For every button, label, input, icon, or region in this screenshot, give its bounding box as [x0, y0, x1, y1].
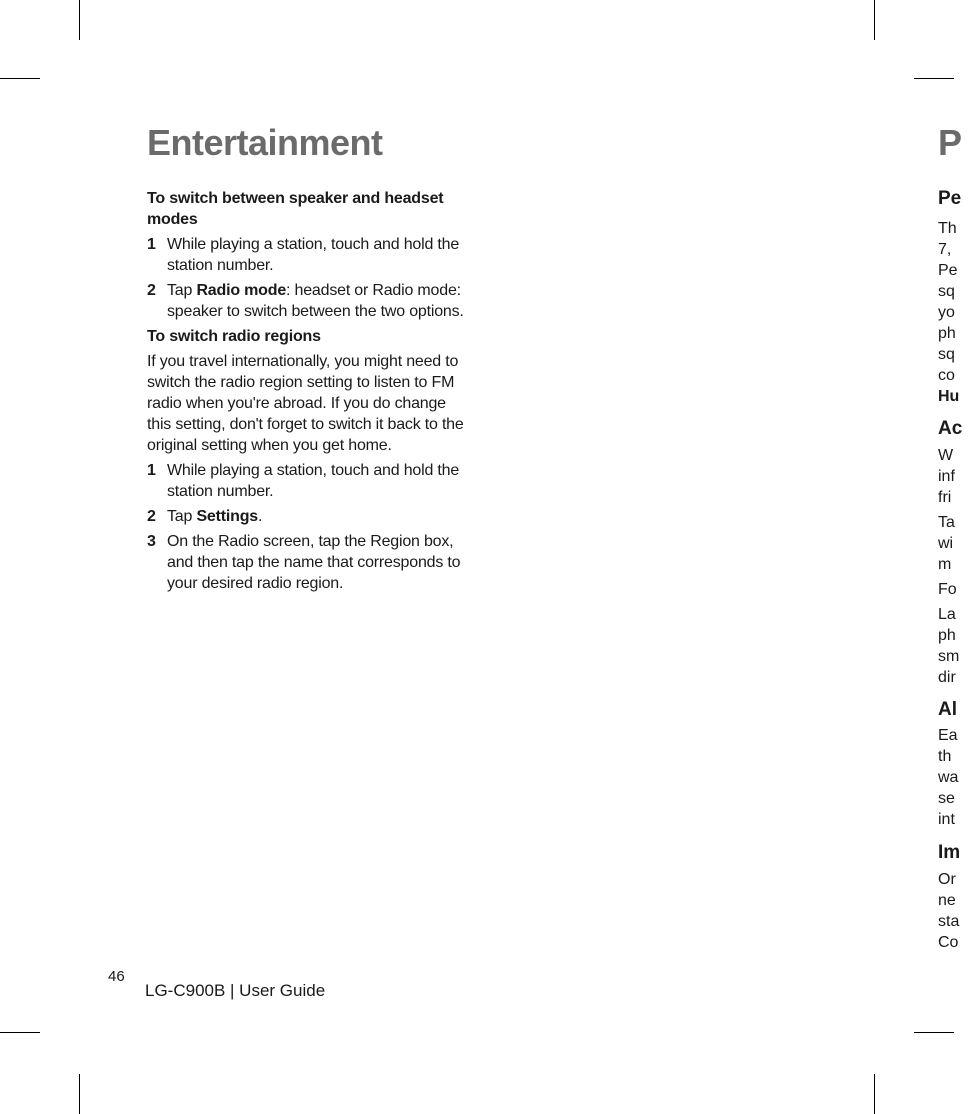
- step-item: [147, 460, 472, 502]
- right-page-line: se: [938, 790, 955, 807]
- right-page-heading: Pe: [938, 188, 962, 209]
- right-page-line: sta: [938, 913, 960, 930]
- left-column: [147, 188, 472, 598]
- crop-mark: [79, 1074, 80, 1114]
- crop-mark: [874, 1074, 875, 1114]
- right-page-line: wi: [938, 535, 954, 552]
- right-page-fragment: [938, 0, 978, 1114]
- regions-heading: To switch radio regions: [147, 328, 321, 345]
- right-page-line: ph: [938, 325, 956, 342]
- right-page-line: Pe: [938, 262, 958, 279]
- speaker-steps: [147, 234, 472, 322]
- right-page-line: Hu: [938, 388, 960, 405]
- right-page-line: m: [938, 556, 952, 573]
- regions-steps: [147, 460, 472, 594]
- step-text: While playing a station, touch and hold the station number.: [167, 236, 460, 274]
- right-page-line: sq: [938, 346, 955, 363]
- crop-mark: [874, 0, 875, 40]
- right-page-title: P: [938, 122, 963, 163]
- regions-intro: If you travel internationally, you might need to switch the radio region setting to listen to FM radio when you're abroad. If you do change this setting, don't forget to switch it back to the original setting when you get home.: [147, 353, 464, 454]
- right-page-line: wa: [938, 769, 959, 786]
- right-page-heading: Im: [938, 842, 961, 863]
- crop-mark: [0, 1032, 40, 1033]
- right-page-heading: Al: [938, 699, 957, 720]
- step-text: Tap: [167, 508, 197, 525]
- right-page-line: Co: [938, 934, 959, 951]
- step-number: 1: [147, 462, 156, 479]
- step-text: On the Radio screen, tap the Region box, and then tap the name that corresponds to your desired radio region.: [167, 533, 461, 592]
- step-text: Tap: [167, 282, 197, 299]
- right-page-line: 7,: [938, 241, 952, 258]
- step-number: 2: [147, 508, 156, 525]
- step-item: [147, 531, 472, 594]
- right-page-line: inf: [938, 468, 955, 485]
- right-page-line: Fo: [938, 581, 957, 598]
- step-number: 2: [147, 282, 156, 299]
- step-number: 1: [147, 236, 156, 253]
- step-text-tail: : headset or Radio mode: speaker to switch between the two options.: [167, 282, 464, 320]
- right-page-line: Or: [938, 871, 956, 888]
- right-page-line: La: [938, 606, 956, 623]
- right-page-line: yo: [938, 304, 955, 321]
- step-ui-term: Settings: [196, 508, 258, 525]
- right-page-line: co: [938, 367, 955, 384]
- right-page-line: W: [938, 447, 954, 464]
- right-page-line: Th: [938, 220, 957, 237]
- right-page-line: fri: [938, 489, 952, 506]
- step-number: 3: [147, 533, 156, 550]
- step-ui-term: Radio mode: [196, 282, 287, 299]
- footer-guide-label: LG-C900B | User Guide: [145, 981, 326, 1000]
- right-page-line: ph: [938, 627, 956, 644]
- step-item: [147, 506, 472, 527]
- crop-mark: [0, 78, 40, 79]
- crop-mark: [79, 0, 80, 40]
- right-page-line: th: [938, 748, 952, 765]
- right-page-line: Ta: [938, 514, 955, 531]
- page-number: 46: [108, 968, 125, 985]
- right-page-line: Ea: [938, 727, 958, 744]
- right-page-line: sm: [938, 648, 960, 665]
- right-page-line: int: [938, 811, 955, 828]
- step-text: While playing a station, touch and hold the station number.: [167, 462, 460, 500]
- page-title: Entertainment: [147, 122, 383, 163]
- speaker-heading: To switch between speaker and headset modes: [147, 190, 444, 228]
- step-text-tail: .: [257, 508, 263, 525]
- right-page-heading: Ac: [938, 418, 963, 439]
- right-page-line: dir: [938, 669, 956, 686]
- step-item: [147, 280, 472, 322]
- right-page-line: ne: [938, 892, 956, 909]
- step-item: [147, 234, 472, 276]
- right-page-line: sq: [938, 283, 955, 300]
